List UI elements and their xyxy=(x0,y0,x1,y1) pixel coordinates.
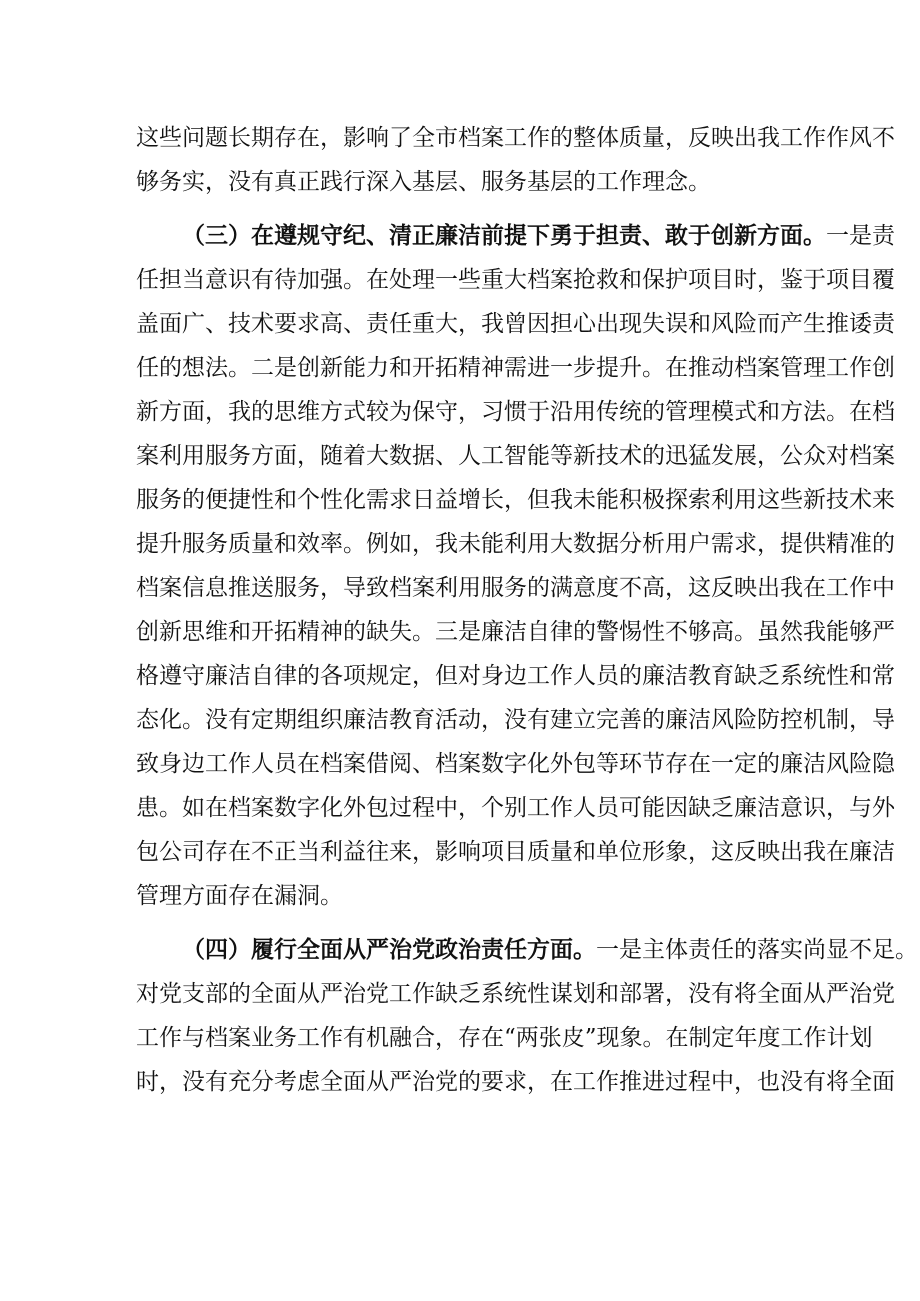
section-4-heading: （四）履行全面从严治党政治责任方面。 xyxy=(182,936,596,963)
paragraph-line: 患。如在档案数字化外包过程中，个别工作人员可能因缺乏廉洁意识，与外 xyxy=(136,795,895,821)
paragraph-line: 档案信息推送服务，导致档案利用服务的满意度不高，这反映出我在工作中 xyxy=(136,575,895,601)
section-3-first-line xyxy=(182,216,895,256)
paragraph-line: 这些问题长期存在，影响了全市档案工作的整体质量，反映出我工作作风不 xyxy=(136,125,895,151)
section-3-lead-text: 一是责 xyxy=(826,223,895,249)
paragraph-line: 任的想法。二是创新能力和开拓精神需进一步提升。在推动档案管理工作创 xyxy=(136,355,895,381)
section-4-first-line xyxy=(182,930,918,970)
paragraph-line: 服务的便捷性和个性化需求日益增长，但我未能积极探索利用这些新技术来 xyxy=(136,487,895,513)
section-4-lead-text: 一是主体责任的落实尚显不足。 xyxy=(596,937,918,963)
paragraph-line: 管理方面存在漏洞。 xyxy=(136,883,343,909)
paragraph-line: 创新思维和开拓精神的缺失。三是廉洁自律的警惕性不够高。虽然我能够严 xyxy=(136,619,895,645)
paragraph-line: 致身边工作人员在档案借阅、档案数字化外包等环节存在一定的廉洁风险隐 xyxy=(136,751,895,777)
paragraph-line: 包公司存在不正当利益往来，影响项目质量和单位形象，这反映出我在廉洁 xyxy=(136,839,895,865)
paragraph-line: 盖面广、技术要求高、责任重大，我曾因担心出现失误和风险而产生推诿责 xyxy=(136,311,895,337)
paragraph-line: 够务实，没有真正践行深入基层、服务基层的工作理念。 xyxy=(136,169,711,195)
paragraph-line: 任担当意识有待加强。在处理一些重大档案抢救和保护项目时，鉴于项目覆 xyxy=(136,267,895,293)
paragraph-line: 时，没有充分考虑全面从严治党的要求，在工作推进过程中，也没有将全面 xyxy=(136,1069,895,1095)
section-3-heading: （三）在遵规守纪、清正廉洁前提下勇于担责、敢于创新方面。 xyxy=(182,222,826,249)
paragraph-line: 新方面，我的思维方式较为保守，习惯于沿用传统的管理模式和方法。在档 xyxy=(136,399,895,425)
paragraph-line: 对党支部的全面从严治党工作缺乏系统性谋划和部署，没有将全面从严治党 xyxy=(136,981,895,1007)
paragraph-line: 格遵守廉洁自律的各项规定，但对身边工作人员的廉洁教育缺乏系统性和常 xyxy=(136,663,895,689)
paragraph-line: 态化。没有定期组织廉洁教育活动，没有建立完善的廉洁风险防控机制，导 xyxy=(136,707,895,733)
paragraph-line: 提升服务质量和效率。例如，我未能利用大数据分析用户需求，提供精准的 xyxy=(136,531,895,557)
paragraph-line: 案利用服务方面，随着大数据、人工智能等新技术的迅猛发展，公众对档案 xyxy=(136,443,895,469)
paragraph-line: 工作与档案业务工作有机融合，存在“两张皮”现象。在制定年度工作计划 xyxy=(136,1025,873,1051)
